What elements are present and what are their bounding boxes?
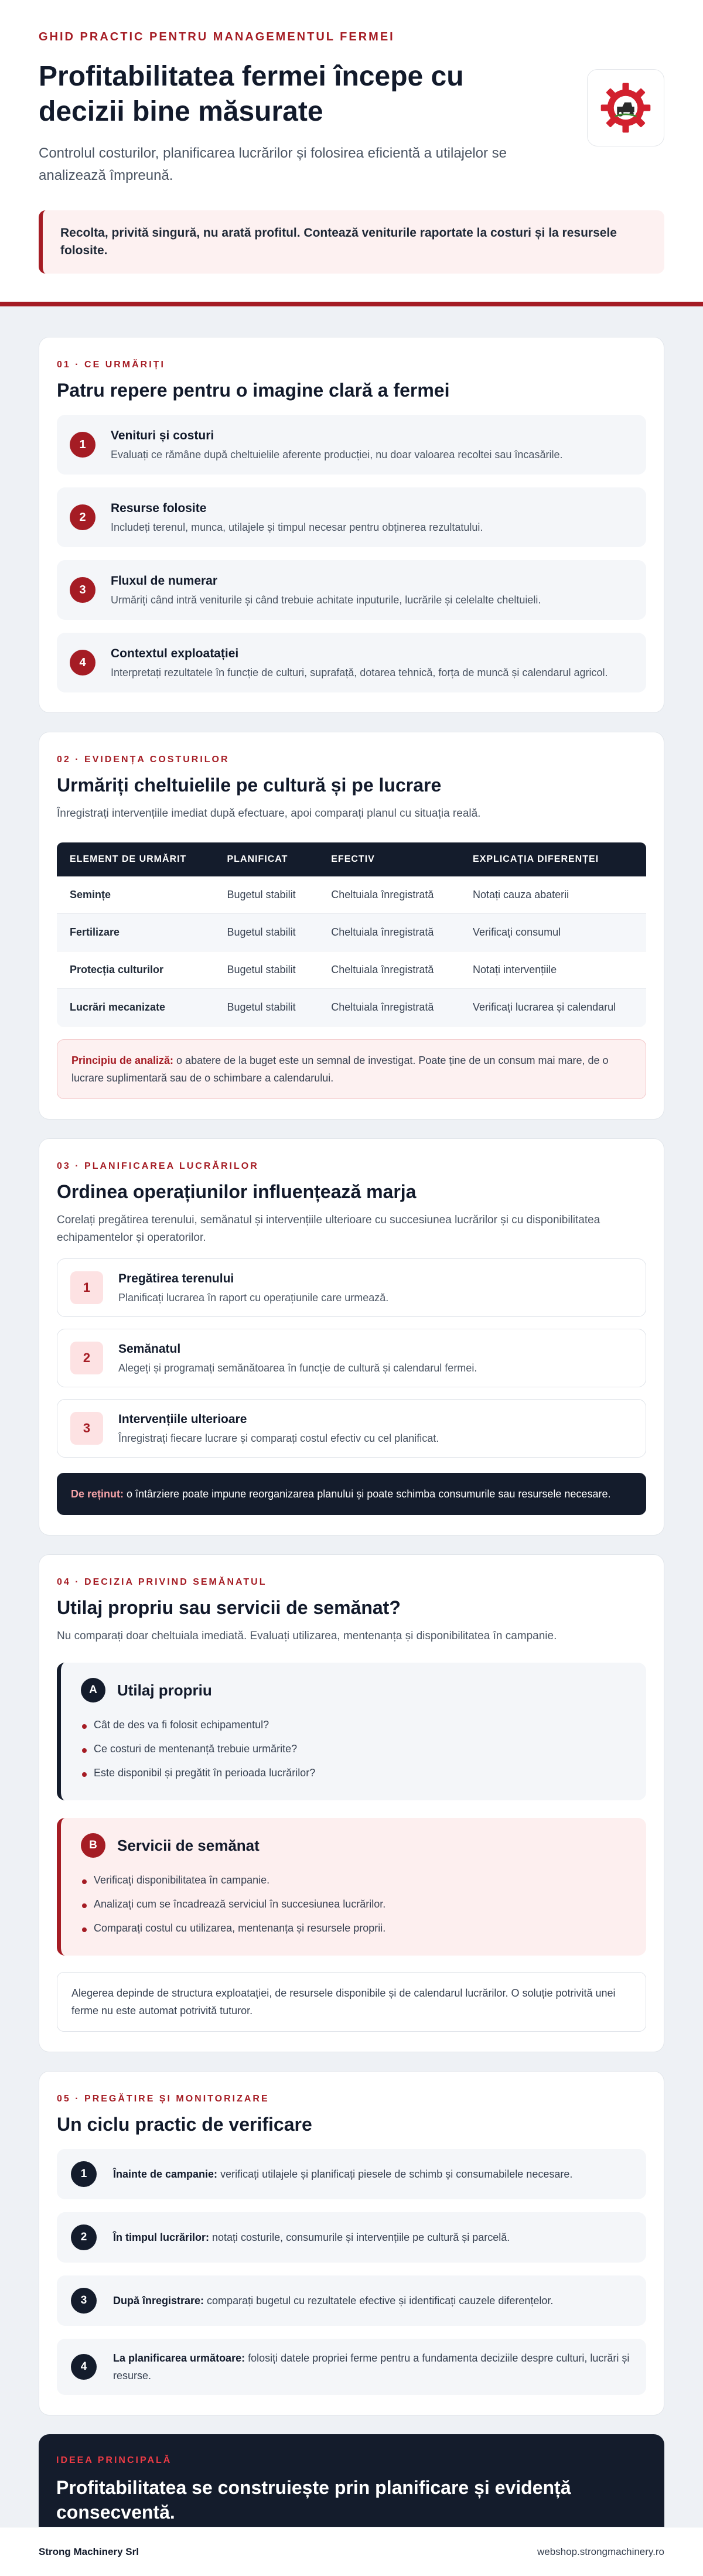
cycle-description: verificați utilajele și planificați piesele de schimb și consumabilele necesare.	[217, 2168, 573, 2180]
table-column-header: EFECTIV	[318, 842, 460, 876]
section-monitoring-cycle	[39, 2071, 664, 2415]
option-badge: A	[81, 1678, 105, 1702]
step-text	[118, 1342, 477, 1374]
section-title: Patru repere pentru o imagine clară a fermei	[57, 380, 450, 401]
cycle-description: comparați bugetul cu rezultatele efective și identificați cauzele diferențelor.	[204, 2295, 554, 2307]
analysis-principle-note	[57, 1039, 646, 1099]
table-row	[57, 951, 646, 989]
cycle-label: La planificarea următoare:	[113, 2352, 245, 2364]
cycle-item	[57, 2212, 646, 2263]
table-column-header: ELEMENT DE URMĂRIT	[57, 842, 214, 876]
indicator-number: 4	[70, 650, 95, 675]
table-cell: Notați intervențiile	[460, 951, 646, 989]
step-description: Înregistrați fiecare lucrare și comparați costul efectiv cu cel planificat.	[118, 1432, 439, 1444]
cycle-list	[57, 2149, 646, 2395]
key-idea-title: Profitabilitatea se construiește prin planificare și evidență consecventă.	[56, 2477, 571, 2523]
bullet-item: Analizați cum se încadrează serviciul în succesiunea lucrărilor.	[81, 1892, 626, 1916]
section-eyebrow: 04 · DECIZIA PRIVIND SEMĂNATUL	[57, 1577, 267, 1587]
option-seeding-services	[57, 1818, 646, 1956]
cycle-number: 1	[71, 2161, 97, 2187]
cost-table	[57, 842, 646, 1026]
indicator-title: Resurse folosite	[111, 501, 207, 515]
table-cell: Notați cauza abaterii	[460, 876, 646, 914]
work-step	[57, 1258, 646, 1317]
section-indicators	[39, 337, 664, 713]
bullet-item: Comparați costul cu utilizarea, mentenanța și resursele proprii.	[81, 1916, 626, 1940]
table-header-row	[57, 842, 646, 876]
cycle-text	[113, 2229, 510, 2246]
cycle-item	[57, 2149, 646, 2199]
reminder-note	[57, 1473, 646, 1515]
work-step	[57, 1399, 646, 1458]
table-cell: Bugetul stabilit	[214, 989, 319, 1026]
decision-note: Alegerea depinde de structura exploatației, de resursele disponibile și de calendarul lucrărilor. O soluție potrivită unei ferme nu este automat potrivită tuturor.	[57, 1972, 646, 2032]
table-cell: Fertilizare	[57, 914, 214, 951]
section-seeding-decision	[39, 1554, 664, 2052]
indicator-title: Venituri și costuri	[111, 428, 214, 442]
option-bullets	[81, 1868, 626, 1940]
hero-header	[0, 0, 703, 306]
cycle-text	[113, 2165, 572, 2183]
indicator-text	[111, 647, 608, 679]
table-cell: Lucrări mecanizate	[57, 989, 214, 1026]
footer	[0, 2527, 703, 2576]
indicator-text	[111, 574, 541, 606]
principle-text: o abatere de la buget este un semnal de investigat. Poate ține de un consum mai mare, de o lucrare suplimentară sau de o schimbare a calendarului.	[71, 1055, 609, 1084]
indicator-description: Interpretați rezultatele în funcție de culturi, suprafață, dotarea tehnică, forța de muncă și calendarul agricol.	[111, 666, 608, 678]
cycle-description: folosiți datele propriei ferme pentru a fundamenta deciziile despre culturi, lucrări și resurse.	[113, 2352, 630, 2381]
option-badge: B	[81, 1833, 105, 1858]
indicator-title: Contextul exploatației	[111, 646, 239, 660]
cycle-number: 4	[71, 2354, 97, 2380]
indicator-description: Urmăriți când intră veniturile și când trebuie achitate inputurile, lucrările și celelalte cheltuieli.	[111, 593, 541, 606]
logo	[587, 69, 664, 146]
bullet-item: Verificați disponibilitatea în campanie.	[81, 1868, 626, 1892]
indicator-number: 1	[70, 432, 95, 458]
footer-website-link[interactable]: webshop.strongmachinery.ro	[537, 2546, 664, 2557]
table-cell: Bugetul stabilit	[214, 876, 319, 914]
bullet-item: Cât de des va fi folosit echipamentul?	[81, 1713, 626, 1737]
option-title: Utilaj propriu	[117, 1681, 212, 1699]
key-idea-eyebrow: IDEEA PRINCIPALĂ	[56, 2455, 172, 2465]
table-row	[57, 876, 646, 914]
section-eyebrow: 03 · PLANIFICAREA LUCRĂRILOR	[57, 1161, 259, 1171]
indicator-number: 2	[70, 504, 95, 530]
bullet-item: Ce costuri de mentenanță trebuie urmărite?	[81, 1737, 626, 1761]
step-list	[57, 1258, 646, 1458]
option-title: Servicii de semănat	[117, 1836, 260, 1854]
principle-label: Principiu de analiză:	[71, 1055, 174, 1066]
table-cell: Protecția culturilor	[57, 951, 214, 989]
section-title: Urmăriți cheltuielile pe cultură și pe lucrare	[57, 774, 442, 796]
header-eyebrow: GHID PRACTIC PENTRU MANAGEMENTUL FERMEI	[39, 30, 395, 43]
indicator-title: Fluxul de numerar	[111, 574, 218, 588]
step-text	[118, 1412, 439, 1445]
option-bullets	[81, 1713, 626, 1785]
cycle-description: notați costurile, consumurile și intervențiile pe cultură și parcelă.	[209, 2232, 510, 2243]
cycle-text	[113, 2292, 553, 2309]
table-body	[57, 876, 646, 1026]
bullet-item: Este disponibil și pregătit în perioada lucrărilor?	[81, 1761, 626, 1785]
indicator-text	[111, 501, 483, 534]
indicator-list	[57, 415, 646, 692]
reminder-label: De reținut:	[71, 1488, 124, 1500]
step-title: Semănatul	[118, 1342, 181, 1356]
step-title: Pregătirea terenului	[118, 1271, 234, 1285]
indicator-description: Includeți terenul, munca, utilajele și timpul necesar pentru obținerea rezultatului.	[111, 521, 483, 533]
cycle-text	[113, 2349, 632, 2384]
indicator-item	[57, 415, 646, 475]
work-step	[57, 1329, 646, 1387]
table-cell: Cheltuiala înregistrată	[318, 989, 460, 1026]
section-eyebrow: 02 · EVIDENȚA COSTURILOR	[57, 755, 230, 765]
header-callout: Recolta, privită singură, nu arată profitul. Contează veniturile raportate la costuri și la resursele folosite.	[39, 210, 664, 274]
indicator-number: 3	[70, 577, 95, 603]
indicator-item	[57, 560, 646, 620]
step-text	[118, 1272, 388, 1304]
table-row	[57, 914, 646, 951]
step-number: 2	[70, 1342, 103, 1374]
page-title: Profitabilitatea fermei începe cu decizii bine măsurate	[39, 61, 464, 127]
page-subtitle: Controlul costurilor, planificarea lucrărilor și folosirea eficientă a utilajelor se analizează împreună.	[39, 145, 507, 183]
section-subtitle: Înregistrați intervențiile imediat după efectuare, apoi comparați planul cu situația reală.	[57, 807, 481, 820]
indicator-item	[57, 487, 646, 547]
table-row	[57, 989, 646, 1026]
section-subtitle: Nu comparați doar cheltuiala imediată. Evaluați utilizarea, mentenanța și disponibilitatea în campanie.	[57, 1630, 557, 1642]
cycle-label: Înainte de campanie:	[113, 2168, 218, 2180]
table-cell: Cheltuiala înregistrată	[318, 914, 460, 951]
section-eyebrow: 05 · PREGĂTIRE ȘI MONITORIZARE	[57, 2094, 269, 2104]
table-column-header: EXPLICAȚIA DIFERENȚEI	[460, 842, 646, 876]
table-cell: Cheltuiala înregistrată	[318, 951, 460, 989]
section-subtitle: Corelați pregătirea terenului, semănatul și intervențiile ulterioare cu succesiunea lucrărilor și cu disponibilitatea echipamentelor și operatorilor.	[57, 1214, 600, 1244]
table-cell: Verificați consumul	[460, 914, 646, 951]
gear-tractor-logo-icon	[599, 81, 653, 135]
step-description: Planificați lucrarea în raport cu operațiunile care urmează.	[118, 1291, 389, 1304]
cycle-number: 3	[71, 2288, 97, 2314]
cycle-label: În timpul lucrărilor:	[113, 2232, 210, 2243]
step-number: 1	[70, 1271, 103, 1304]
step-number: 3	[70, 1412, 103, 1445]
table-cell: Verificați lucrarea și calendarul	[460, 989, 646, 1026]
table-column-header: PLANIFICAT	[214, 842, 319, 876]
section-title: Ordinea operațiunilor influențează marja	[57, 1181, 417, 1202]
option-own-equipment	[57, 1663, 646, 1800]
step-title: Intervențiile ulterioare	[118, 1412, 247, 1426]
section-cost-tracking	[39, 732, 664, 1120]
cycle-number: 2	[71, 2224, 97, 2250]
indicator-item	[57, 633, 646, 692]
table-cell: Bugetul stabilit	[214, 951, 319, 989]
table-cell: Bugetul stabilit	[214, 914, 319, 951]
reminder-text: o întârziere poate impune reorganizarea planului și poate schimba consumurile sau resursele necesare.	[124, 1488, 611, 1500]
section-work-planning	[39, 1138, 664, 1536]
section-eyebrow: 01 · CE URMĂRIȚI	[57, 360, 165, 370]
cycle-label: După înregistrare:	[113, 2295, 204, 2307]
section-title: Un ciclu practic de verificare	[57, 2114, 312, 2135]
section-title: Utilaj propriu sau servicii de semănat?	[57, 1597, 401, 1618]
indicator-description: Evaluați ce rămâne după cheltuielile aferente producției, nu doar valoarea recoltei sau încasările.	[111, 448, 563, 460]
step-description: Alegeți și programați semănătoarea în funcție de cultură și calendarul fermei.	[118, 1362, 477, 1374]
table-cell: Semințe	[57, 876, 214, 914]
table-cell: Cheltuiala înregistrată	[318, 876, 460, 914]
cycle-item	[57, 2275, 646, 2326]
indicator-text	[111, 429, 562, 461]
footer-brand: Strong Machinery Srl	[39, 2546, 139, 2557]
cycle-item	[57, 2339, 646, 2395]
